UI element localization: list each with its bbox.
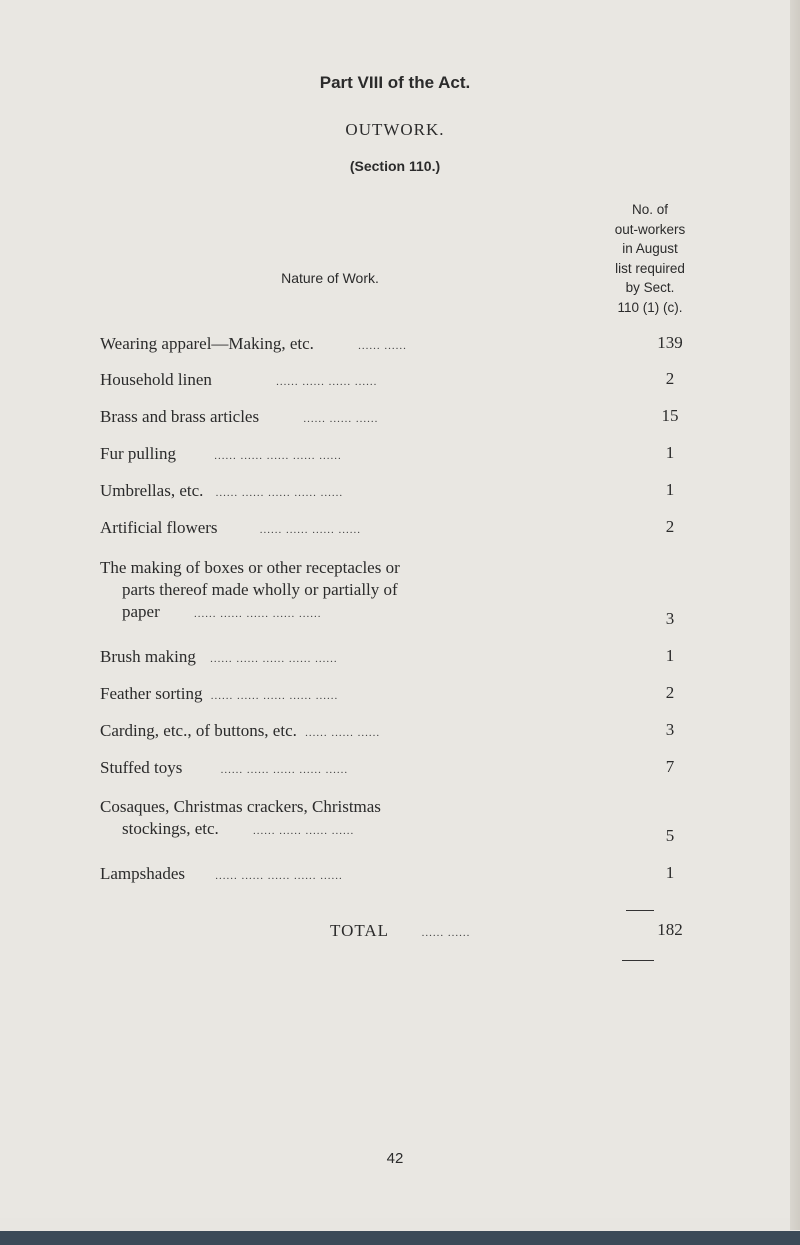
leader-dots: ...... ...... ...... ...... ......	[194, 608, 322, 620]
total-rule-bottom	[622, 960, 654, 961]
row-value: 3	[665, 720, 675, 739]
row-label-text: Carding, etc., of buttons, etc.	[100, 721, 297, 740]
section-heading: OUTWORK.	[345, 120, 445, 139]
row-value: 5	[665, 826, 675, 845]
row-label	[100, 369, 540, 393]
leader-dots: ...... ...... ...... ...... ......	[210, 690, 339, 702]
row-label	[100, 863, 540, 887]
row-value: 1	[665, 480, 675, 499]
row-label	[100, 683, 540, 707]
leader-dots: ...... ...... ......	[305, 727, 381, 739]
row-label-text: Feather sorting	[100, 684, 203, 703]
column-header-count: No. of out-workers in August list required by Sect. 110 (1) (c).	[614, 202, 686, 315]
leader-dots: ...... ...... ...... ......	[259, 524, 362, 536]
row-label-last-line	[100, 601, 540, 625]
row-label-text: Household linen	[100, 370, 212, 389]
row-label-text: Cosaques, Christmas crackers, Christmas	[100, 797, 381, 816]
row-label-text: Artificial flowers	[100, 518, 218, 537]
row-value: 2	[665, 369, 675, 388]
row-label	[100, 757, 540, 781]
row-value: 1	[665, 443, 675, 462]
row-value: 1	[665, 863, 675, 882]
leader-dots: ...... ...... ...... ...... ......	[215, 870, 343, 882]
row-label-text: Fur pulling	[100, 444, 177, 463]
row-label	[100, 796, 540, 842]
row-label-text: parts thereof made wholly or partially of	[122, 580, 398, 599]
row-value: 139	[657, 333, 683, 352]
row-value: 15	[661, 406, 679, 425]
row-value: 3	[665, 609, 675, 628]
total-label	[330, 920, 590, 944]
leader-dots: ...... ...... ...... ......	[253, 825, 355, 837]
leader-dots: ...... ...... ...... ...... ......	[215, 487, 344, 499]
leader-dots: ...... ......	[358, 340, 407, 352]
row-label	[100, 557, 540, 625]
row-label-text: Brush making	[100, 647, 196, 666]
row-label-text: Umbrellas, etc.	[100, 481, 204, 500]
row-label	[100, 517, 540, 541]
row-value: 1	[665, 646, 675, 665]
leader-dots: ...... ......	[421, 927, 471, 939]
total-value: 182	[657, 920, 683, 939]
row-label-text: The making of boxes or other receptacles or	[100, 558, 400, 577]
row-label	[100, 646, 540, 670]
row-label-text: paper	[122, 602, 160, 621]
row-label-last-line	[100, 818, 540, 842]
row-label-text: Wearing apparel—Making, etc.	[100, 334, 314, 353]
row-label	[100, 333, 540, 357]
part-title: Part VIII of the Act.	[319, 73, 471, 92]
row-label	[100, 720, 540, 744]
row-label	[100, 480, 540, 504]
leader-dots: ...... ...... ...... ...... ......	[220, 764, 349, 776]
page-edge-bottom	[0, 1231, 800, 1245]
leader-dots: ...... ...... ...... ......	[276, 376, 378, 388]
row-label-text: Brass and brass articles	[100, 407, 260, 426]
leader-dots: ...... ...... ...... ...... ......	[214, 450, 342, 462]
leader-dots: ...... ...... ......	[303, 413, 379, 425]
row-label-text: stockings, etc.	[122, 819, 219, 838]
section-reference: (Section 110.)	[349, 158, 441, 174]
row-value: 7	[665, 757, 675, 776]
page-edge-right	[790, 0, 800, 1230]
row-label	[100, 443, 540, 467]
page-number: 42	[386, 1150, 404, 1167]
row-value: 2	[665, 517, 675, 536]
row-label-text: Stuffed toys	[100, 758, 183, 777]
row-label-text: Lampshades	[100, 864, 185, 883]
total-rule-top	[626, 910, 654, 911]
total-label-text: TOTAL	[330, 921, 389, 940]
column-header-nature: Nature of Work.	[281, 270, 379, 286]
row-label	[100, 406, 540, 430]
row-value: 2	[665, 683, 675, 702]
leader-dots: ...... ...... ...... ...... ......	[210, 653, 338, 665]
